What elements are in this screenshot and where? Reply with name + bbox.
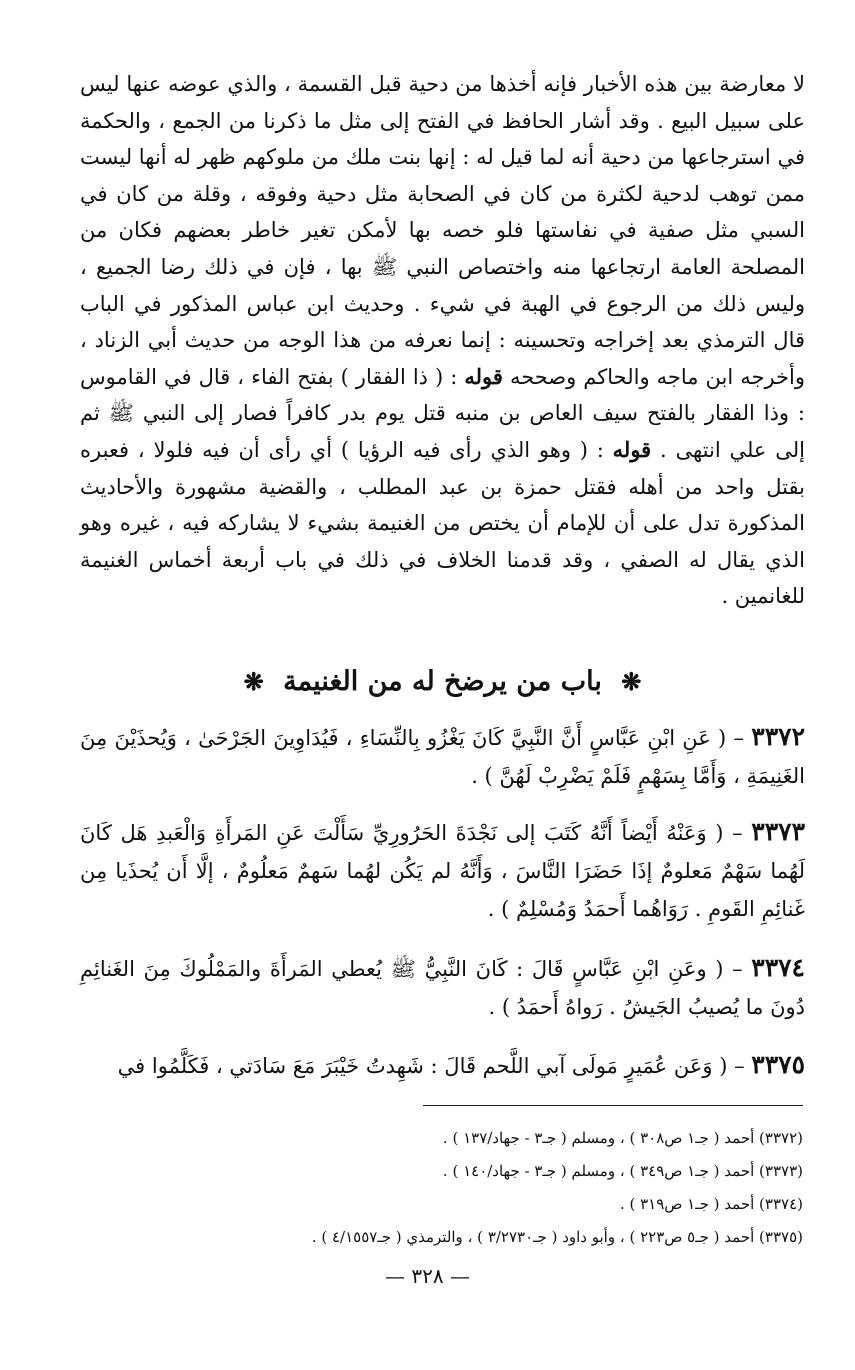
hadith-number: ٣٣٧٢ — [751, 722, 805, 751]
commentary-keyword: قوله — [612, 436, 652, 462]
hadith-entry — [80, 1046, 805, 1085]
page-number: — ٣٢٨ — — [385, 1264, 470, 1288]
chapter-heading — [80, 662, 805, 702]
hadith-number: ٣٣٧٣ — [751, 817, 805, 846]
footnote: (٣٣٧٤) أحمد ( جـ١ ص٣١٩ ) . — [619, 1195, 803, 1213]
hadith-dash: – — [732, 957, 743, 981]
footnote: (٣٣٧٣) أحمد ( جـ١ ص٣٤٩ ) ، ومسلم ( جـ٣ - جهاد/١٤٠ ) . — [442, 1162, 803, 1180]
commentary-keyword: قوله — [464, 363, 503, 389]
star-ornament-icon: ❋ — [621, 667, 642, 696]
hadith-dash: – — [734, 1054, 745, 1078]
footnote-divider — [423, 1105, 803, 1106]
hadith-entry — [80, 949, 805, 1026]
hadith-text: ( وَعَنْهُ أَيْضاً أَنَّهُ كَتَبَ إلى نَجْدَةَ الحَرُورِيِّ سَأَلْتَ عَنِ المَرأَةِ وَالْعَبدِ هَل كَانَ لَهُما سَهْمٌ مَعلومٌ إذَا حَضَرَا النَّاسَ ، وَأَنَّهُ لم يَكُن لهُما سَهمٌ مَعلُومٌ ، إلَّا أَن يُحذَيا مِن غَنائِمِ القَومِ . رَوَاهُما أَحمَدُ وَمُسْلِمٌ ) . — [80, 821, 805, 921]
footnotes — [83, 1122, 803, 1254]
footnote: (٣٣٧٥) أحمد ( جـ٥ ص٢٢٣ ) ، وأبو داود ( جـ٣/٢٧٣٠ ) ، والترمذي ( جـ٤/١٥٥٧ ) . — [311, 1228, 803, 1246]
hadith-dash: – — [733, 726, 745, 750]
hadith-entry — [80, 813, 805, 928]
commentary-paragraph: لا معارضة بين هذه الأخبار فإنه أخذها من دحية قبل القسمة ، والذي عوضه عنها ليس على سبيل البيع . وقد أشار الحافظ في الفتح إلى مثل ما ذكرنا من الجمع ، والحكمة في استرجاعها من دحية أنه لما قيل له : إنها بنت ملك من ملوكهم ظهر له أنها ليست ممن توهب لدحية لكثرة من كان في الصحابة مثل دحية وفوقه ، وقلة من كان في السبي مثل صفية في نفاستها فلو خصه بها لأمكن تغير خاطر بعضهم فكان من المصلحة العامة ارتجاعها منه واختصاص النبي ﷺ بها ، فإن في ذلك رضا الجميع ، وليس ذلك من الرجوع في الهبة في شيء . وحديث ابن عباس المذكور في الباب قال الترمذي بعد إخراجه وتحسينه : إنما نعرفه من هذا الوجه من حديث أبي الزناد ، وأخرجه ابن ماجه والحاكم وصححه — [80, 72, 805, 389]
commentary-paragraph: : ( ذا الفقار ) بفتح الفاء ، قال في القاموس : وذا الفقار بالفتح سيف العاص بن منبه قتل يوم بدر كافراً فصار إلى النبي ﷺ ثم إلى علي انتهى . — [80, 364, 805, 462]
footnote: (٣٣٧٢) أحمد ( جـ١ ص٣٠٨ ) ، ومسلم ( جـ٣ - جهاد/١٣٧ ) . — [442, 1129, 803, 1147]
hadith-number: ٣٣٧٥ — [751, 1050, 805, 1079]
chapter-title: باب من يرضخ له من الغنيمة — [283, 666, 602, 697]
star-ornament-icon: ❋ — [243, 667, 264, 696]
hadith-entry — [80, 718, 805, 795]
commentary-paragraph: : ( وهو الذي رأى فيه الرؤيا ) أي رأى أن فيه فلولا ، فعبره بقتل واحد من أهله فقتل حمزة بن عبد المطلب ، والقضية مشهورة والأحاديث المذكورة تدل على أن للإمام أن يختص من الغنيمة بشيء لا يشاركه فيه ، غيره وهو الذي يقال له الصفي ، وقد قدمنا الخلاف في ذلك في باب أربعة أخماس الغنيمة للغانمين . — [80, 437, 805, 609]
hadith-text: ( عَنِ ابْنِ عَبَّاسٍ أَنَّ النَّبِيَّ كَانَ يَغْزُو بِالنِّسَاءِ ، فَيُدَاوِينَ الجَرْحَىٰ ، وَيُحذَيْنَ مِنَ الغَنِيمَةِ ، وَأَمَّا بِسَهْمٍ فَلَمْ يَضْرِبْ لَهُنَّ ) . — [80, 726, 805, 788]
hadith-text: ( وعَنِ ابْنِ عَبَّاسٍ قَالَ : كَانَ النَّبِيُّ ﷺ يُعطي المَرأَةَ والمَمْلُوكَ مِنَ الغَنائِمِ دُونَ ما يُصيبُ الجَيشُ . رَواهُ أَحمَدُ ) . — [80, 957, 805, 1019]
hadith-number: ٣٣٧٤ — [751, 953, 805, 982]
commentary-text — [80, 66, 805, 615]
hadith-dash: – — [732, 821, 743, 845]
hadith-text: ( وَعَن عُمَيرٍ مَولَى آبي اللَّحم قَالَ : شَهِدتُ خَيْبَرَ مَعَ سَادَتي ، فَكَلَّمُوا في — [117, 1054, 728, 1078]
